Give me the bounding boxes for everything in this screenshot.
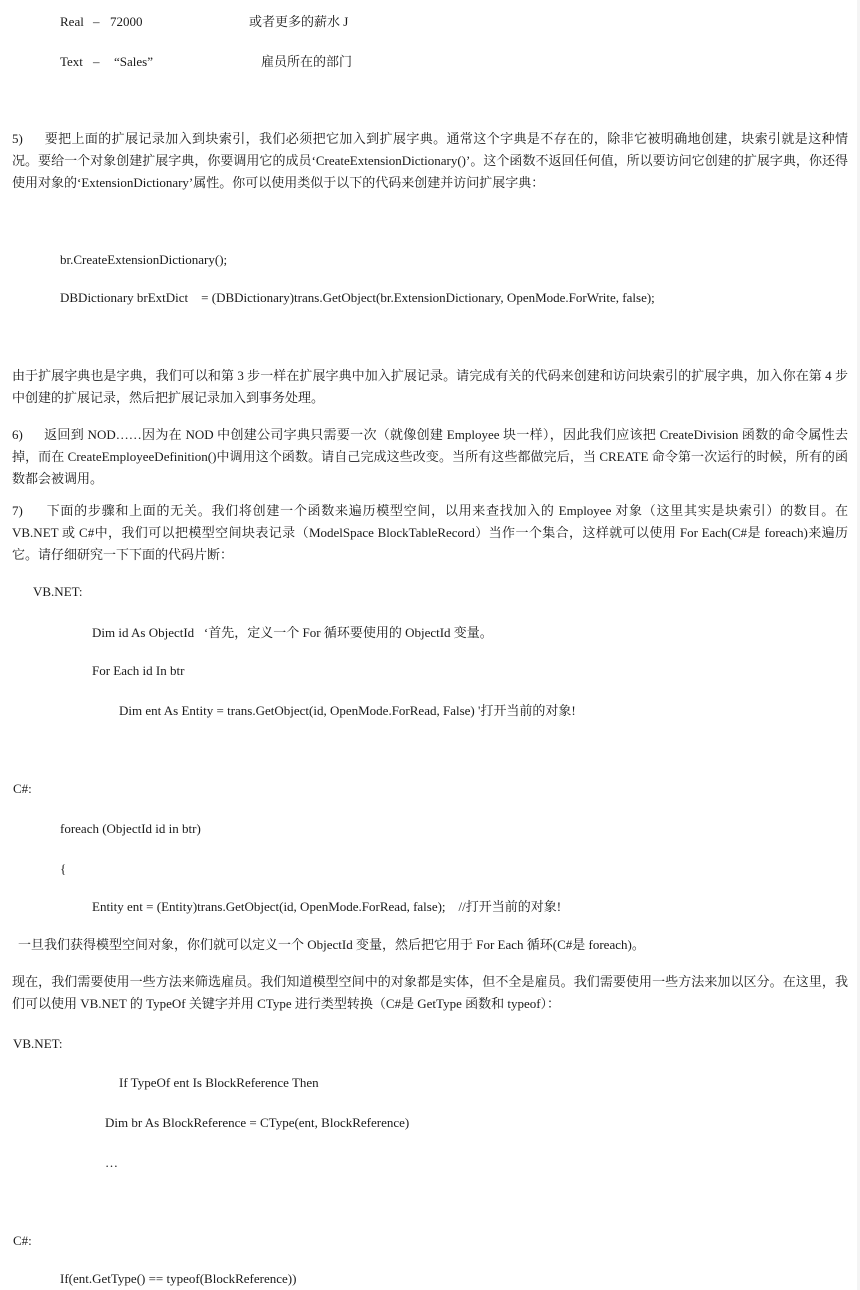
model-space-paragraph: 一旦我们获得模型空间对象，你们就可以定义一个 ObjectId 变量，然后把它用于 For Each 循环(C#是 foreach)。 [18, 937, 645, 952]
field-real-name: Real [60, 14, 84, 29]
field-real-value: 72000 [110, 14, 143, 29]
code-line: If TypeOf ent Is BlockReference Then [119, 1075, 319, 1090]
csharp-label: C#: [13, 781, 32, 796]
vbnet-label: VB.NET: [13, 1036, 63, 1051]
code-line: If(ent.GetType() == typeof(BlockReference)) [60, 1271, 297, 1286]
step-7-paragraph: 7) 下面的步骤和上面的无关。我们将创建一个函数来遍历模型空间，以用来查找加入的 Employee 对象（这里其实是块索引）的数目。在 VB.NET 或 C#中，我们可以把模型空间块表记录（ModelSpace BlockTableRecord）当作一个集合，这样就可以使用 For Each(C#是 foreach)来遍历它。请仔细研究一下下面的代码片断： [12, 503, 848, 562]
code-line: foreach (ObjectId id in btr) [60, 821, 201, 836]
code-line: Dim br As BlockReference = CType(ent, BlockReference) [105, 1115, 410, 1130]
step-5-paragraph: 5) 要把上面的扩展记录加入到块索引，我们必须把它加入到扩展字典。通常这个字典是不存在的，除非它被明确地创建，块索引就是这种情况。要给一个对象创建扩展字典，你要调用它的成员‘CreateExtensionDictionary()’。这个函数不返回任何值，所以要访问它创建的扩展字典，你还得使用对象的‘ExtensionDictionary’属性。你可以使用类似于以下的代码来创建并访问扩展字典： [12, 131, 848, 190]
step-6-paragraph: 6) 返回到 NOD……因为在 NOD 中创建公司字典只需要一次（就像创建 Employee 块一样），因此我们应该把 CreateDivision 函数的命令属性去掉，而在 CreateEmployeeDefinition()中调用这个函数。请自己完成这些改变。当所有这些都做完后，当 CREATE 命令第一次运行的时候，所有的函数都会被调用。 [12, 427, 848, 486]
field-real-sep: – [93, 14, 100, 29]
code-line: Dim ent As Entity = trans.GetObject(id, OpenMode.ForRead, False) '打开当前的对象! [119, 703, 576, 718]
field-text-name: Text [60, 54, 83, 69]
code-line: Dim id As ObjectId ‘首先，定义一个 For 循环要使用的 ObjectId 变量。 [92, 625, 493, 640]
code-line: For Each id In btr [92, 663, 185, 678]
code-line: DBDictionary brExtDict = (DBDictionary)trans.GetObject(br.ExtensionDictionary, OpenMode.ForWrite, false); [60, 290, 655, 305]
vbnet-label: VB.NET: [33, 584, 83, 599]
field-real-desc: 或者更多的薪水 J [249, 14, 349, 29]
code-line: Entity ent = (Entity)trans.GetObject(id, OpenMode.ForRead, false); //打开当前的对象! [92, 899, 562, 914]
code-line: { [60, 861, 67, 876]
filter-employees-paragraph: 现在，我们需要使用一些方法来筛选雇员。我们知道模型空间中的对象都是实体，但不全是雇员。我们需要使用一些方法来加以区分。在这里，我们可以使用 VB.NET 的 TypeOf 关键字并用 CType 进行类型转换（C#是 GetType 函数和 typeof）： [12, 974, 848, 1011]
csharp-label: C#: [13, 1233, 32, 1248]
code-line: br.CreateExtensionDictionary(); [60, 252, 228, 267]
field-text-desc: 雇员所在的部门 [261, 54, 353, 69]
field-text-value: “Sales” [114, 54, 153, 69]
field-text-sep: – [93, 54, 100, 69]
code-line: … [105, 1155, 118, 1170]
extension-dictionary-paragraph: 由于扩展字典也是字典，我们可以和第 3 步一样在扩展字典中加入扩展记录。请完成有关的代码来创建和访问块索引的扩展字典，加入你在第 4 步中创建的扩展记录，然后把扩展记录加入到事务处理。 [12, 368, 848, 405]
